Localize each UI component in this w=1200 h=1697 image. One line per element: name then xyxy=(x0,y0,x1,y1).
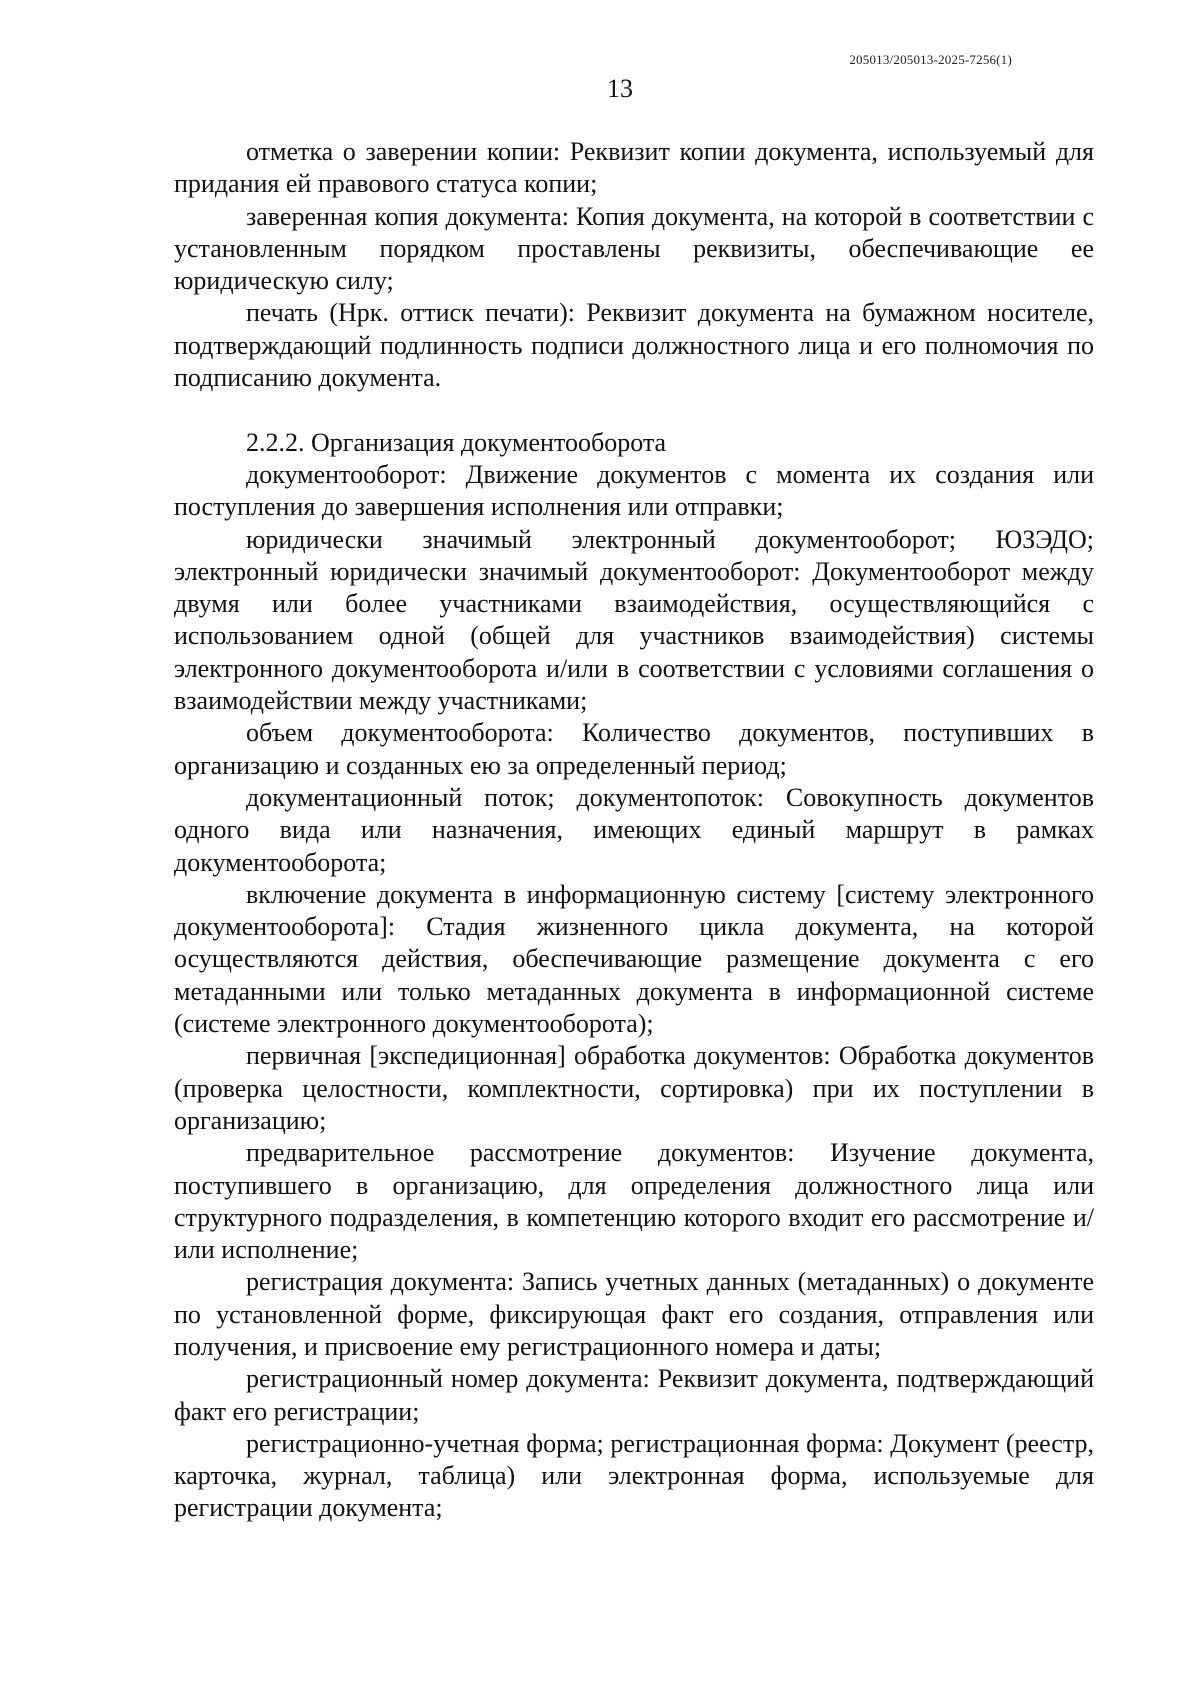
document-body xyxy=(174,136,1094,1525)
term-paragraph: документационный поток; документопоток: Совокупность документов одного вида или назначения, имеющих единый маршрут в рамках документооборота; xyxy=(174,782,1094,877)
term-paragraph: регистрационно-учетная форма; регистрационная форма: Документ (реестр, карточка, журнал, таблица) или электронная форма, используемые для регистрации документа; xyxy=(174,1428,1094,1523)
term-paragraph: предварительное рассмотрение документов: Изучение документа, поступившего в организацию, для определения должностного лица или структурного подразделения, в компетенцию которого входит его рассмотрение и/или исполнение; xyxy=(174,1138,1094,1265)
term-paragraph: регистрация документа: Запись учетных данных (метаданных) о документе по установленной форме, фиксирующая факт его создания, отправления или получения, и присвоение ему регистрационного номера и даты; xyxy=(174,1267,1094,1361)
term-paragraph: первичная [экспедиционная] обработка документов: Обработка документов (проверка целостности, комплектности, сортировка) при их поступлении в организацию; xyxy=(174,1041,1094,1135)
term-paragraph: регистрационный номер документа: Реквизит документа, подтверждающий факт его регистрации; xyxy=(174,1364,1094,1426)
term-paragraph: отметка о заверении копии: Реквизит копии документа, используемый для придания ей правового статуса копии; xyxy=(174,137,1094,199)
term-paragraph: включение документа в информационную систему [систему электронного документооборота]: Стадия жизненного цикла документа, на которой осуществляются действия, обеспечивающие размещение документа с его метаданными или только метаданных документа в информационной системе (системе электронного документооборота); xyxy=(174,879,1094,1039)
document-registration-number: 205013/205013-2025-7256(1) xyxy=(849,52,1012,67)
section-heading: 2.2.2. Организация документооборота xyxy=(246,427,667,457)
page-number: 13 xyxy=(607,74,633,103)
term-paragraph: печать (Нрк. оттиск печати): Реквизит документа на бумажном носителе, подтверждающий подлинность подписи должностного лица и его полномочия по подписанию документа. xyxy=(174,298,1094,393)
term-paragraph: документооборот: Движение документов с момента их создания или поступления до завершения исполнения или отправки; xyxy=(174,459,1094,522)
term-paragraph: юридически значимый электронный документооборот; ЮЗЭДО; электронный юридически значимый документооборот: Документооборот между двумя или более участниками взаимодействия, осуществляющийся с использованием одной (общей для участников взаимодействия) системы электронного документооборота и/или в соответствии с условиями соглашения о взаимодействии между участниками; xyxy=(174,524,1094,716)
term-paragraph: объем документооборота: Количество документов, поступивших в организацию и созданных ею за определенный период; xyxy=(174,718,1094,780)
term-paragraph: заверенная копия документа: Копия документа, на которой в соответствии с установленным порядком проставлены реквизиты, обеспечивающие ее юридическую силу; xyxy=(174,201,1094,296)
